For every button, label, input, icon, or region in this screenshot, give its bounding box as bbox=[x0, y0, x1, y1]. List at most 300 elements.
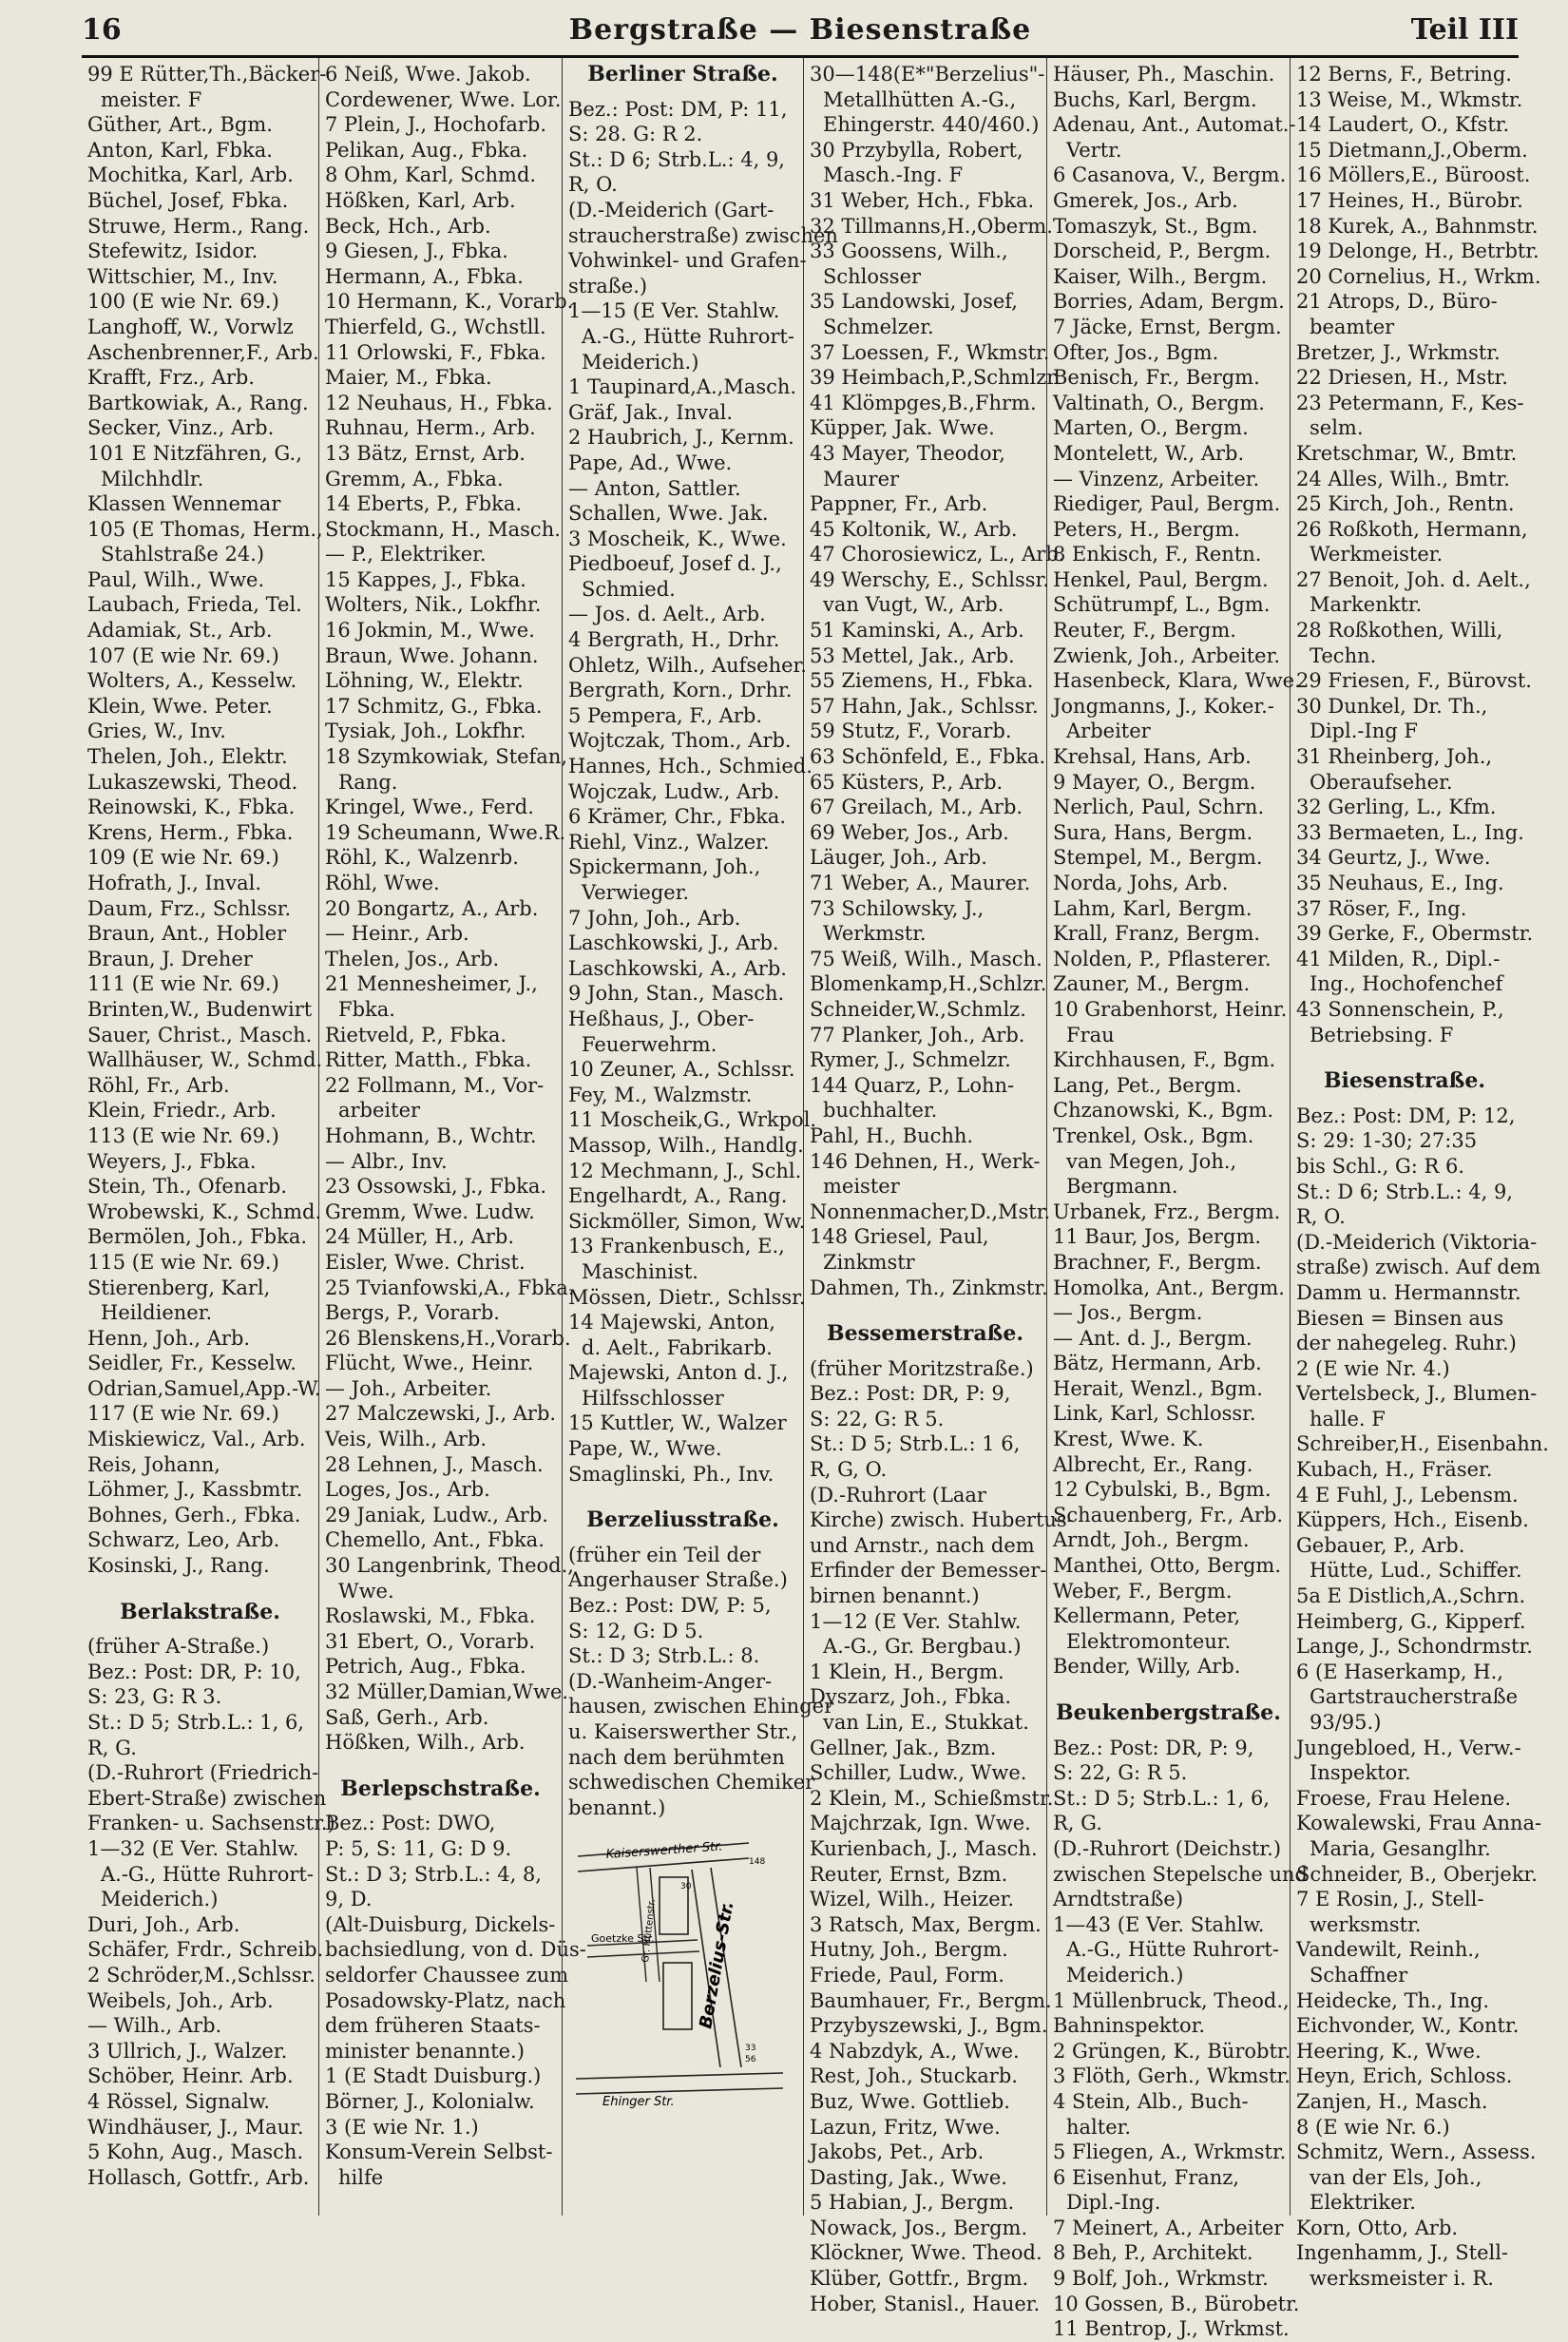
entry-line: Roslawski, M., Fbka. bbox=[325, 1604, 536, 1628]
map-house-number: 56 bbox=[745, 2055, 756, 2065]
street-info: Franken- u. Sachsenstr.) bbox=[87, 1812, 335, 1835]
entry-line: Marten, O., Bergm. bbox=[1053, 416, 1249, 440]
entry-line: Konsum-Verein Selbst- bbox=[325, 2140, 553, 2164]
entry-line: 32 Gerling, L., Kfm. bbox=[1296, 796, 1497, 819]
entry-line: 23 Petermann, F., Kes- bbox=[1296, 391, 1524, 414]
entry-line: Stempel, M., Bergm. bbox=[1053, 846, 1263, 870]
entry-line: 19 Delonge, H., Betrbtr. bbox=[1296, 240, 1539, 263]
entry-line: Thierfeld, G., Wchstll. bbox=[325, 315, 546, 338]
entry-line: 16 Jokmin, M., Wwe. bbox=[325, 619, 535, 643]
entry-line: Piedboeuf, Josef d. J., bbox=[568, 552, 782, 576]
street-info: hausen, zwischen Ehinger bbox=[568, 1695, 834, 1718]
entry-line: Milchhdlr. bbox=[101, 467, 204, 490]
entry-line: 25 Kirch, Joh., Rentn. bbox=[1296, 492, 1515, 516]
entry-line: 1—32 (E Ver. Stahlw. bbox=[87, 1836, 299, 1860]
entry-line: Kretschmar, W., Bmtr. bbox=[1296, 441, 1518, 465]
entry-line: 2 Klein, M., Schießmstr. bbox=[810, 1786, 1054, 1810]
road-bottom-edge-2 bbox=[576, 2088, 783, 2094]
entry-line: 75 Weiß, Wilh., Masch. bbox=[810, 947, 1042, 970]
entry-line: 9 Mayer, O., Bergm. bbox=[1053, 770, 1256, 794]
entry-line: Braun, Ant., Hobler bbox=[87, 922, 287, 946]
entry-line: Krall, Franz, Bergm. bbox=[1053, 922, 1261, 946]
entry-line: 63 Schönfeld, E., Fbka. bbox=[810, 745, 1046, 769]
entry-line: — Jos. d. Aelt., Arb. bbox=[568, 603, 766, 626]
entry-line: Röhl, Fr., Arb. bbox=[87, 1073, 230, 1097]
entry-line: Mochitka, Karl, Arb. bbox=[87, 163, 294, 187]
entry-line: 34 Geurtz, J., Wwe. bbox=[1296, 846, 1491, 870]
entry-line: Windhäuser, J., Maur. bbox=[87, 2115, 304, 2139]
entry-line: Engelhardt, A., Rang. bbox=[568, 1184, 788, 1208]
entry-line: Schauenberg, Fr., Arb. bbox=[1053, 1503, 1284, 1526]
map-label-top: Kaiserswerther Str. bbox=[605, 1839, 723, 1863]
entry-line: Jungebloed, H., Verw.- bbox=[1296, 1736, 1521, 1759]
entry-line: 41 Milden, R., Dipl.- bbox=[1296, 947, 1501, 970]
entry-line: Schütrumpf, L., Bgm. bbox=[1053, 593, 1271, 617]
street-info: Posadowsky-Platz, nach bbox=[325, 1988, 566, 2012]
entry-line: Ritter, Matth., Fbka. bbox=[325, 1048, 532, 1072]
entry-line: Jakobs, Pet., Arb. bbox=[810, 2140, 985, 2164]
entry-line: Stein, Th., Ofenarb. bbox=[87, 1175, 288, 1199]
entry-line: 7 John, Joh., Arb. bbox=[568, 906, 741, 930]
entry-line: 9 John, Stan., Masch. bbox=[568, 982, 785, 1006]
entry-line: Masch.-Ing. F bbox=[823, 163, 964, 187]
entry-line: Hößken, Wilh., Arb. bbox=[325, 1731, 526, 1755]
road-top-edge-2 bbox=[578, 1858, 749, 1872]
entry-line: Cordewener, Wwe. Lor. bbox=[325, 87, 562, 111]
street-info: Bez.: Post: DWO, bbox=[325, 1812, 496, 1835]
column-1 bbox=[82, 58, 335, 2216]
entry-line: Rest, Joh., Stuckarb. bbox=[810, 2064, 1018, 2088]
street-info: S: 28. G: R 2. bbox=[568, 123, 703, 146]
entry-line: Läuger, Joh., Arb. bbox=[810, 846, 987, 870]
entry-line: 11 Baur, Jos, Bergm. bbox=[1053, 1225, 1262, 1249]
entry-line: Ehingerstr. 440/460.) bbox=[823, 113, 1040, 137]
entry-line: Kaiser, Wilh., Bergm. bbox=[1053, 264, 1268, 288]
entry-line: Schreiber,H., Eisenbahn. bbox=[1296, 1432, 1549, 1456]
entry-line: 9 Bolf, Joh., Wrkmstr. bbox=[1053, 2267, 1269, 2291]
entry-line: 8 Ohm, Karl, Schmd. bbox=[325, 163, 537, 187]
entry-line: 7 Plein, J., Hochofarb. bbox=[325, 113, 547, 137]
entry-line: Hilfsschlosser bbox=[582, 1386, 724, 1410]
street-info: (D.-Ruhrort (Laar bbox=[810, 1483, 986, 1507]
entry-line: 6 Neiß, Wwe. Jakob. bbox=[325, 63, 531, 86]
entry-line: Duri, Joh., Arb. bbox=[87, 1912, 240, 1936]
entry-line: Bätz, Hermann, Arb. bbox=[1053, 1352, 1262, 1375]
entry-line: Secker, Vinz., Arb. bbox=[87, 416, 275, 440]
entry-line: Wallhäuser, W., Schmd. bbox=[87, 1048, 323, 1072]
entry-line: 1—15 (E Ver. Stahlw. bbox=[568, 299, 780, 323]
entry-line: Loges, Jos., Arb. bbox=[325, 1478, 490, 1502]
entry-line: 71 Weber, A., Maurer. bbox=[810, 872, 1031, 894]
entry-line: 69 Weber, Jos., Arb. bbox=[810, 820, 1009, 844]
street-info: Vohwinkel- und Grafen- bbox=[568, 249, 807, 273]
entry-line: Weber, F., Bergm. bbox=[1053, 1579, 1233, 1603]
entry-line: Stahlstraße 24.) bbox=[101, 543, 265, 566]
entry-line: Trenkel, Osk., Bgm. bbox=[1053, 1123, 1254, 1147]
entry-line: Bahninspektor. bbox=[1053, 2014, 1206, 2038]
entry-line: 5 Kohn, Aug., Masch. bbox=[87, 2140, 304, 2164]
entry-line: 4 Stein, Alb., Buch- bbox=[1053, 2089, 1249, 2113]
entry-line: 2 (E wie Nr. 4.) bbox=[1296, 1356, 1450, 1380]
entry-line: A.-G., Hütte Ruhrort- bbox=[1066, 1938, 1279, 1962]
entry-line: Bohnes, Gerh., Fbka. bbox=[87, 1503, 301, 1526]
map-label-side-1: Gr. Hüttenstr. bbox=[641, 1898, 658, 1964]
entry-line: Gremm, Wwe. Ludw. bbox=[325, 1200, 535, 1223]
entry-line: Wwe. bbox=[338, 1579, 394, 1603]
entry-line: Ohletz, Wilh., Aufseher. bbox=[568, 653, 807, 677]
entry-line: Chemello, Ant., Fbka. bbox=[325, 1528, 545, 1552]
entry-line: Bender, Willy, Arb. bbox=[1053, 1655, 1241, 1679]
entry-line: Hermann, A., Fbka. bbox=[325, 264, 524, 288]
entry-line: 15 Kappes, J., Fbka. bbox=[325, 567, 526, 591]
entry-line: Spickermann, Joh., bbox=[568, 855, 761, 879]
entry-line: Majewski, Anton d. J., bbox=[568, 1361, 789, 1385]
entry-line: A.-G., Hütte Ruhrort- bbox=[582, 324, 794, 348]
entry-line: 5a E Distlich,A.,Schrn. bbox=[1296, 1584, 1526, 1608]
entry-line: Hannes, Hch., Schmied. bbox=[568, 755, 813, 778]
entry-line: Heimberg, G., Kipperf. bbox=[1296, 1609, 1526, 1633]
entry-line: Wolters, A., Kesselw. bbox=[87, 669, 297, 693]
entry-line: Maschinist. bbox=[582, 1259, 698, 1283]
entry-line: Bergrath, Korn., Drhr. bbox=[568, 679, 793, 702]
part-label: Teil III bbox=[1410, 13, 1519, 47]
entry-line: selm. bbox=[1310, 416, 1364, 440]
street-info: minister benannte.) bbox=[325, 2039, 525, 2063]
street-info: Kirche) zwisch. Hubertus- bbox=[810, 1508, 1074, 1532]
entry-line: Fbka. bbox=[338, 997, 395, 1021]
entry-line: 148 Griesel, Paul, bbox=[810, 1225, 989, 1249]
entry-line: Buchs, Karl, Bergm. bbox=[1053, 87, 1257, 111]
entry-line: 65 Küsters, P., Arb. bbox=[810, 770, 1004, 794]
entry-line: Heyn, Erich, Schloss. bbox=[1296, 2064, 1513, 2088]
entry-line: Pelikan, Aug., Fbka. bbox=[325, 138, 528, 162]
entry-line: Kubach, H., Fräser. bbox=[1296, 1458, 1493, 1482]
street-info: bis Schl., G: R 6. bbox=[1296, 1154, 1465, 1178]
entry-line: Heßhaus, J., Ober- bbox=[568, 1007, 755, 1030]
entry-line: 22 Driesen, H., Mstr. bbox=[1296, 366, 1508, 390]
entry-line: 21 Mennesheimer, J., bbox=[325, 972, 538, 996]
entry-line: Krens, Herm., Fbka. bbox=[87, 820, 294, 844]
entry-line: Gräf, Jak., Inval. bbox=[568, 400, 733, 424]
entry-line: Struwe, Herm., Rang. bbox=[87, 214, 310, 238]
road-bottom-edge-1 bbox=[576, 2073, 783, 2079]
entry-line: Klein, Wwe. Peter. bbox=[87, 694, 273, 718]
street-info: schwedischen Chemiker bbox=[568, 1771, 815, 1795]
entry-line: 30 Dunkel, Dr. Th., bbox=[1296, 694, 1488, 718]
street-info: S: 23, G: R 3. bbox=[87, 1685, 222, 1709]
entry-line: 6 Krämer, Chr., Fbka. bbox=[568, 805, 786, 829]
entry-line: Nerlich, Paul, Schrn. bbox=[1053, 796, 1265, 819]
entry-line: Oberaufseher. bbox=[1310, 770, 1453, 794]
entry-line: 33 Bermaeten, L., Ing. bbox=[1296, 820, 1524, 844]
page-title: Bergstraße — Biesenstraße bbox=[568, 13, 1032, 47]
entry-line: Buz, Wwe. Gottlieb. bbox=[810, 2089, 1010, 2113]
column-6 bbox=[1291, 58, 1549, 2291]
entry-line: 8 Beh, P., Architekt. bbox=[1053, 2241, 1253, 2265]
entry-line: Kellermann, Peter, bbox=[1053, 1604, 1241, 1628]
entry-line: Eichvonder, W., Kontr. bbox=[1296, 2014, 1520, 2038]
entry-line: Gries, W., Inv. bbox=[87, 720, 226, 743]
entry-line: 4 Nabzdyk, A., Wwe. bbox=[810, 2039, 1020, 2063]
column-3 bbox=[563, 58, 838, 2216]
entry-line: Güther, Art., Bgm. bbox=[87, 113, 273, 137]
entry-line: Urbanek, Frz., Bergm. bbox=[1053, 1200, 1281, 1223]
street-info: Ebert-Straße) zwischen bbox=[87, 1786, 327, 1810]
street-info: straucherstraße) zwischen bbox=[568, 223, 838, 247]
entry-line: Borries, Adam, Bergm. bbox=[1053, 290, 1285, 314]
street-info: (früher A-Straße.) bbox=[87, 1635, 270, 1659]
entry-line: Brinten,W., Budenwirt bbox=[87, 997, 313, 1021]
entry-line: Laubach, Frieda, Tel. bbox=[87, 593, 302, 617]
entry-line: 13 Bätz, Ernst, Arb. bbox=[325, 441, 526, 465]
entry-line: Schmitz, Wern., Assess. bbox=[1296, 2140, 1537, 2164]
entry-line: Inspektor. bbox=[1310, 1761, 1411, 1785]
entry-line: Zanjen, H., Masch. bbox=[1296, 2089, 1488, 2113]
entry-line: 37 Röser, F., Ing. bbox=[1296, 896, 1467, 920]
entry-line: 10 Grabenhorst, Heinr. bbox=[1053, 997, 1288, 1021]
entry-line: 39 Gerke, F., Obermstr. bbox=[1296, 922, 1534, 946]
entry-line: 1—43 (E Ver. Stahlw. bbox=[1053, 1912, 1265, 1936]
entry-line: 111 (E wie Nr. 69.) bbox=[87, 972, 279, 996]
entry-line: Frau bbox=[1066, 1023, 1115, 1046]
entry-line: 13 Weise, M., Wkmstr. bbox=[1296, 87, 1523, 111]
street-info: bachsiedlung, von d. Düs- bbox=[325, 1938, 586, 1962]
entry-line: 115 (E wie Nr. 69.) bbox=[87, 1250, 279, 1274]
entry-line: A.-G., Gr. Bergbau.) bbox=[823, 1635, 1022, 1659]
entry-line: halter. bbox=[1066, 2115, 1132, 2139]
column-4 bbox=[804, 58, 1074, 2315]
entry-line: Adenau, Ant., Automat.- bbox=[1053, 113, 1296, 137]
map-house-number: 33 bbox=[745, 2044, 756, 2054]
entry-line: Elektromonteur. bbox=[1066, 1629, 1232, 1653]
street-info: und Arnstr., nach dem bbox=[810, 1533, 1035, 1557]
entry-line: 17 Heines, H., Bürobr. bbox=[1296, 188, 1523, 212]
entry-line: Zauner, M., Bergm. bbox=[1053, 972, 1251, 996]
entry-line: Lazun, Fritz, Wwe. bbox=[810, 2115, 1001, 2139]
entry-line: 21 Atrops, D., Büro- bbox=[1296, 290, 1498, 314]
entry-line: 2 Schröder,M.,Schlssr. bbox=[87, 1963, 316, 1987]
entry-line: Thelen, Jos., Arb. bbox=[325, 947, 500, 970]
entry-line: Bergs, P., Vorarb. bbox=[325, 1301, 500, 1325]
entry-line: Benisch, Fr., Bergm. bbox=[1053, 366, 1260, 390]
street-heading: Biesenstraße. bbox=[1323, 1068, 1486, 1094]
entry-line: 20 Bongartz, A., Arb. bbox=[325, 896, 539, 920]
entry-line: Schallen, Wwe. Jak. bbox=[568, 502, 769, 526]
entry-line: 10 Gossen, B., Bürobetr. bbox=[1053, 2292, 1300, 2315]
entry-line: Przybyszewski, J., Bgm. bbox=[810, 2014, 1048, 2038]
entry-line: Jongmanns, J., Koker.- bbox=[1053, 694, 1274, 718]
street-info: nach dem berühmten bbox=[568, 1745, 785, 1769]
entry-line: 55 Ziemens, H., Fbka. bbox=[810, 669, 1034, 693]
entry-line: 26 Blenskens,H.,Vorarb. bbox=[325, 1326, 571, 1350]
entry-line: 32 Tillmanns,H.,Oberm. bbox=[810, 214, 1053, 238]
entry-line: meister. F bbox=[101, 87, 202, 111]
entry-line: Elektriker. bbox=[1310, 2191, 1416, 2215]
entry-line: Schneider,W.,Schmlz. bbox=[810, 997, 1026, 1021]
entry-line: Krehsal, Hans, Arb. bbox=[1053, 745, 1252, 769]
entry-line: Tomaszyk, St., Bgm. bbox=[1053, 214, 1258, 238]
street-info: S: 22, G: R 5. bbox=[1053, 1761, 1188, 1785]
entry-line: 31 Ebert, O., Vorarb. bbox=[325, 1629, 536, 1653]
entry-line: 117 (E wie Nr. 69.) bbox=[87, 1402, 279, 1426]
entry-line: Reuter, Ernst, Bzm. bbox=[810, 1862, 1008, 1886]
entry-line: Hohmann, B., Wchtr. bbox=[325, 1123, 537, 1147]
entry-line: Massop, Wilh., Handlg. bbox=[568, 1133, 804, 1157]
street-map bbox=[568, 1830, 793, 2110]
entry-line: halle. F bbox=[1310, 1407, 1386, 1430]
entry-line: Pappner, Fr., Arb. bbox=[810, 492, 988, 516]
entry-line: 144 Quarz, P., Lohn- bbox=[810, 1073, 1015, 1097]
entry-line: hilfe bbox=[338, 2165, 384, 2189]
entry-line: Laschkowski, J., Arb. bbox=[568, 931, 779, 955]
entry-line: Paul, Wilh., Wwe. bbox=[87, 567, 265, 591]
entry-line: 17 Schmitz, G., Fbka. bbox=[325, 694, 543, 718]
entry-line: — Heinr., Arb. bbox=[325, 922, 469, 946]
entry-line: Sura, Hans, Bergm. bbox=[1053, 820, 1253, 844]
entry-line: Betriebsing. F bbox=[1310, 1023, 1454, 1046]
entry-line: Lange, J., Schondrmstr. bbox=[1296, 1635, 1533, 1659]
entry-line: Anton, Karl, Fbka. bbox=[87, 138, 273, 162]
entry-line: 11 Moscheik,G., Wrkpol. bbox=[568, 1108, 817, 1132]
entry-line: 5 Habian, J., Bergm. bbox=[810, 2191, 1015, 2215]
entry-line: Froese, Frau Helene. bbox=[1296, 1786, 1512, 1810]
entry-line: Bermölen, Joh., Fbka. bbox=[87, 1225, 308, 1249]
street-info: S: 29: 1-30; 27:35 bbox=[1296, 1129, 1478, 1153]
entry-line: 27 Malczewski, J., Arb. bbox=[325, 1402, 557, 1426]
entry-line: Schwarz, Leo, Arb. bbox=[87, 1528, 280, 1552]
street-info: St.: D 5; Strb.L.: 1 6, bbox=[810, 1432, 1021, 1456]
entry-line: 23 Ossowski, J., Fbka. bbox=[325, 1175, 547, 1199]
entry-line: 1 Klein, H., Bergm. bbox=[810, 1660, 1004, 1683]
entry-line: 24 Alles, Wilh., Bmtr. bbox=[1296, 467, 1510, 490]
entry-line: 7 Jäcke, Ernst, Bergm. bbox=[1053, 315, 1282, 338]
entry-line: Nowack, Jos., Bergm. bbox=[810, 2216, 1028, 2239]
entry-line: Dipl.-Ing. bbox=[1066, 2191, 1161, 2215]
map-label-bottom: Ehinger Str. bbox=[602, 2095, 675, 2110]
street-info: R, G. bbox=[87, 1736, 137, 1759]
entry-line: Hollasch, Gottfr., Arb. bbox=[87, 2165, 310, 2189]
entry-line: Wizel, Wilh., Heizer. bbox=[810, 1888, 1015, 1911]
entry-line: 7 Meinert, A., Arbeiter bbox=[1053, 2216, 1284, 2239]
entry-line: 3 Ullrich, J., Walzer. bbox=[87, 2039, 288, 2063]
entry-line: Flücht, Wwe., Heinr. bbox=[325, 1352, 534, 1375]
entry-line: Daum, Frz., Schlssr. bbox=[87, 896, 292, 920]
map-label-side-2: Goetzke Str. bbox=[591, 1932, 655, 1946]
street-info: R, G. bbox=[1053, 1812, 1102, 1835]
entry-line: 4 Rössel, Signalw. bbox=[87, 2089, 271, 2113]
street-info: St.: D 6; Strb.L.: 4, 9, bbox=[1296, 1180, 1513, 1203]
entry-line: Albrecht, Er., Rang. bbox=[1053, 1452, 1253, 1476]
entry-line: Sickmöller, Simon, Ww. bbox=[568, 1209, 806, 1233]
entry-line: Veis, Wilh., Arb. bbox=[325, 1428, 488, 1451]
street-info: (früher Moritzstraße.) bbox=[810, 1356, 1034, 1380]
street-info: Arndtstraße) bbox=[1053, 1888, 1184, 1911]
entry-line: Baumhauer, Fr., Bergm. bbox=[810, 1988, 1052, 2012]
entry-line: A.-G., Hütte Ruhrort- bbox=[101, 1862, 314, 1886]
entry-line: Stockmann, H., Masch. bbox=[325, 517, 561, 541]
street-info: Damm u. Hermannstr. bbox=[1296, 1280, 1521, 1304]
entry-line: Miskiewicz, Val., Arb. bbox=[87, 1428, 306, 1451]
entry-line: van Lin, E., Stukkat. bbox=[823, 1711, 1029, 1734]
entry-line: Pape, Ad., Wwe. bbox=[568, 451, 733, 474]
entry-line: Gmerek, Jos., Arb. bbox=[1053, 188, 1238, 212]
entry-line: Norda, Johs, Arb. bbox=[1053, 872, 1229, 894]
entry-line: Arndt, Joh., Bergm. bbox=[1053, 1528, 1250, 1552]
entry-line: 6 Casanova, V., Bergm. bbox=[1053, 163, 1287, 187]
entry-line: 57 Hahn, Jak., Schlssr. bbox=[810, 694, 1039, 718]
entry-line: Stierenberg, Karl, bbox=[87, 1276, 271, 1299]
street-info: S: 22, G: R 5. bbox=[810, 1407, 945, 1430]
entry-line: 107 (E wie Nr. 69.) bbox=[87, 643, 279, 667]
entry-line: Ofter, Jos., Bgm. bbox=[1053, 340, 1219, 364]
page-header bbox=[82, 11, 1519, 58]
map-building-2 bbox=[663, 1963, 692, 2029]
entry-line: 3 Flöth, Gerh., Wkmstr. bbox=[1053, 2064, 1291, 2088]
entry-line: Beck, Hch., Arb. bbox=[325, 214, 491, 238]
street-info: u. Kaiserswerther Str., bbox=[568, 1720, 798, 1743]
entry-line: Wrobewski, K., Schmd. bbox=[87, 1200, 322, 1223]
entry-line: 14 Eberts, P., Fbka. bbox=[325, 492, 523, 516]
entry-line: 16 Möllers,E., Büroost. bbox=[1296, 163, 1531, 187]
entry-line: 31 Weber, Hch., Fbka. bbox=[810, 188, 1035, 212]
entry-line: 32 Müller,Damian,Wwe. bbox=[325, 1680, 569, 1703]
entry-line: Saß, Gerh., Arb. bbox=[325, 1705, 489, 1729]
entry-line: Stefewitz, Isidor. bbox=[87, 240, 258, 263]
street-info: (früher ein Teil der bbox=[568, 1543, 761, 1566]
entry-line: Majchrzak, Ign. Wwe. bbox=[810, 1812, 1031, 1835]
entry-line: 12 Neuhaus, H., Fbka. bbox=[325, 391, 553, 414]
street-info: St.: D 6; Strb.L.: 4, 9, bbox=[568, 147, 785, 171]
entry-line: — Anton, Sattler. bbox=[568, 476, 741, 500]
entry-line: Odrian,Samuel,App.-W. bbox=[87, 1376, 321, 1400]
entry-line: Röhl, Wwe. bbox=[325, 872, 440, 894]
entry-line: van der Els, Joh., bbox=[1310, 2165, 1482, 2189]
street-info: (D.-Ruhrort (Deichstr.) bbox=[1053, 1836, 1282, 1860]
entry-line: — Joh., Arbeiter. bbox=[325, 1376, 492, 1400]
entry-line: Vertr. bbox=[1066, 138, 1122, 162]
entry-line: 2 Grüngen, K., Bürobtr. bbox=[1053, 2039, 1291, 2063]
street-info: Biesen = Binsen aus bbox=[1296, 1306, 1504, 1330]
entry-line: 30 Langenbrink, Theod., bbox=[325, 1554, 574, 1578]
entry-line: 53 Mettel, Jak., Arb. bbox=[810, 643, 1015, 667]
entry-line: 14 Laudert, O., Kfstr. bbox=[1296, 113, 1510, 137]
entry-line: 35 Neuhaus, E., Ing. bbox=[1296, 872, 1504, 894]
entry-line: 93/95.) bbox=[1310, 1711, 1382, 1734]
street-info: Bez.: Post: DM, P: 12, bbox=[1296, 1104, 1516, 1127]
entry-line: 18 Kurek, A., Bahnmstr. bbox=[1296, 214, 1539, 238]
entry-line: Zinkmstr bbox=[823, 1250, 915, 1274]
entry-line: Reuter, F., Bergm. bbox=[1053, 619, 1236, 643]
entry-line: Maria, Gesanglhr. bbox=[1310, 1836, 1491, 1860]
entry-line: 3 (E wie Nr. 1.) bbox=[325, 2115, 479, 2139]
entry-line: Rietveld, P., Fbka. bbox=[325, 1023, 507, 1046]
entry-line: 59 Stutz, F., Vorarb. bbox=[810, 720, 1012, 743]
entry-line: 43 Mayer, Theodor, bbox=[810, 441, 1005, 465]
entry-line: 11 Orlowski, F., Fbka. bbox=[325, 340, 546, 364]
entry-line: 47 Chorosiewicz, L., Arb. bbox=[810, 543, 1065, 566]
entry-line: 67 Greilach, M., Arb. bbox=[810, 796, 1023, 819]
entry-line: Verwieger. bbox=[582, 881, 690, 904]
entry-line: 7 E Rosin, J., Stell- bbox=[1296, 1888, 1484, 1911]
entry-line: 15 Dietmann,J.,Oberm. bbox=[1296, 138, 1528, 162]
street-info: der nahegeleg. Ruhr.) bbox=[1296, 1332, 1517, 1355]
entry-line: Mössen, Dietr., Schlssr. bbox=[568, 1285, 806, 1309]
entry-line: — P., Elektriker. bbox=[325, 543, 487, 566]
entry-line: Maier, M., Fbka. bbox=[325, 366, 492, 390]
street-info: St.: D 5; Strb.L.: 1, 6, bbox=[87, 1711, 304, 1734]
entry-line: Bretzer, J., Wrkmstr. bbox=[1296, 340, 1501, 364]
entry-line: Werkmstr. bbox=[823, 922, 927, 946]
